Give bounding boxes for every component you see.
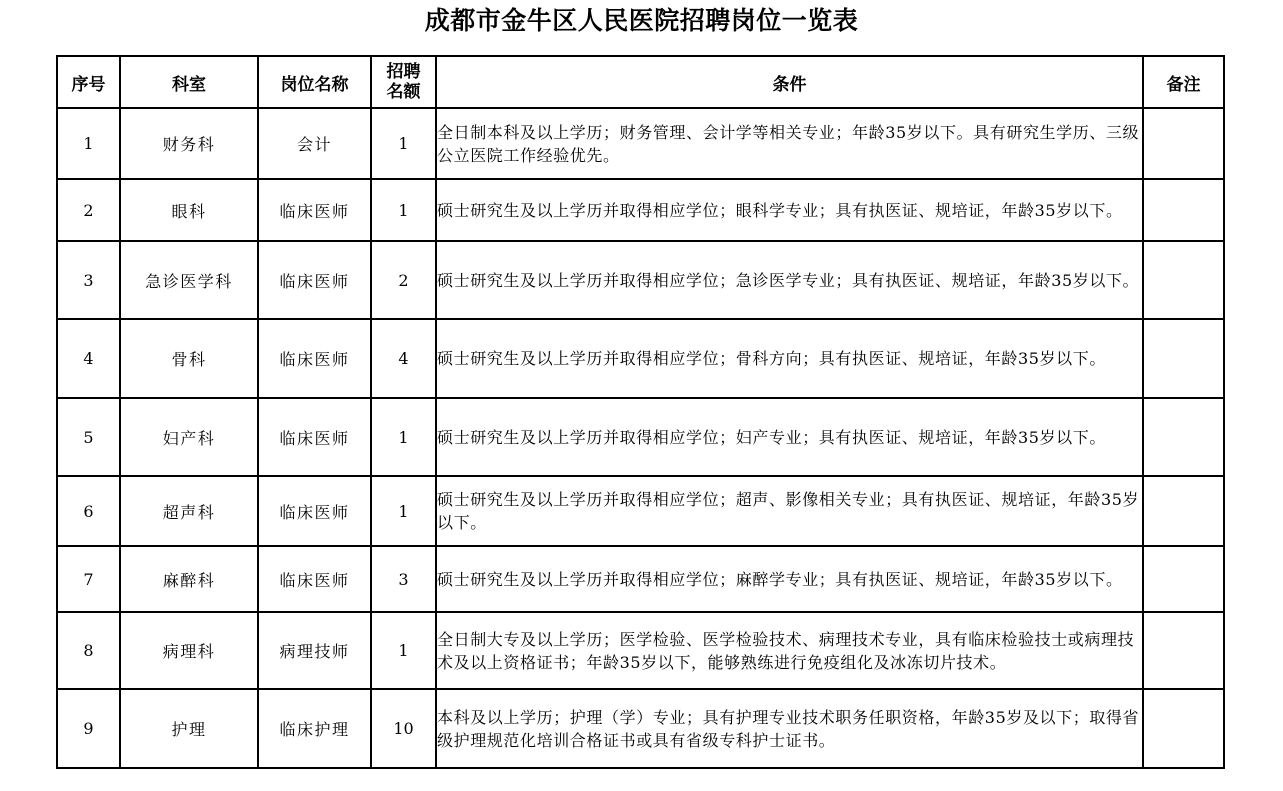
row-quota: 4 [371, 319, 436, 398]
row-index: 5 [57, 398, 120, 476]
header-conditions: 条件 [436, 56, 1143, 108]
table-row [57, 689, 1224, 768]
recruitment-table [56, 55, 1225, 769]
header-remarks: 备注 [1143, 56, 1224, 108]
table-row [57, 319, 1224, 398]
row-position: 临床医师 [258, 319, 371, 398]
row-quota: 1 [371, 179, 436, 241]
row-remarks [1143, 476, 1224, 546]
row-remarks [1143, 179, 1224, 241]
row-position: 临床医师 [258, 476, 371, 546]
row-index: 8 [57, 612, 120, 689]
row-position: 临床医师 [258, 179, 371, 241]
row-index: 6 [57, 476, 120, 546]
row-position: 临床医师 [258, 546, 371, 612]
row-department: 眼科 [120, 179, 258, 241]
row-quota: 1 [371, 612, 436, 689]
row-conditions: 全日制大专及以上学历；医学检验、医学检验技术、病理技术专业，具有临床检验技士或病理技术及以上资格证书；年龄35岁以下，能够熟练进行免疫组化及冰冻切片技术。 [436, 612, 1143, 689]
row-quota: 10 [371, 689, 436, 768]
row-conditions: 硕士研究生及以上学历并取得相应学位；急诊医学专业；具有执医证、规培证，年龄35岁以下。 [436, 241, 1143, 319]
table-row [57, 612, 1224, 689]
row-position: 临床医师 [258, 241, 371, 319]
page-title: 成都市金牛区人民医院招聘岗位一览表 [424, 6, 859, 35]
row-index: 1 [57, 108, 120, 179]
row-index: 2 [57, 179, 120, 241]
row-remarks [1143, 546, 1224, 612]
table-header-row [57, 56, 1224, 108]
row-conditions: 硕士研究生及以上学历并取得相应学位；麻醉学专业；具有执医证、规培证，年龄35岁以下。 [436, 546, 1143, 612]
row-quota: 1 [371, 476, 436, 546]
row-department: 护理 [120, 689, 258, 768]
header-quota [371, 56, 436, 108]
table-row [57, 398, 1224, 476]
row-quota: 3 [371, 546, 436, 612]
row-conditions: 硕士研究生及以上学历并取得相应学位；骨科方向；具有执医证、规培证，年龄35岁以下。 [436, 319, 1143, 398]
header-index: 序号 [57, 56, 120, 108]
row-department: 病理科 [120, 612, 258, 689]
row-department: 财务科 [120, 108, 258, 179]
row-remarks [1143, 398, 1224, 476]
row-quota: 1 [371, 108, 436, 179]
row-department: 急诊医学科 [120, 241, 258, 319]
row-department: 妇产科 [120, 398, 258, 476]
header-quota-line2: 名额 [386, 82, 421, 102]
row-remarks [1143, 241, 1224, 319]
table-row [57, 179, 1224, 241]
row-index: 9 [57, 689, 120, 768]
row-quota: 2 [371, 241, 436, 319]
table-row [57, 546, 1224, 612]
row-position: 临床护理 [258, 689, 371, 768]
row-conditions: 硕士研究生及以上学历并取得相应学位；妇产专业；具有执医证、规培证，年龄35岁以下。 [436, 398, 1143, 476]
row-position: 病理技师 [258, 612, 371, 689]
row-department: 麻醉科 [120, 546, 258, 612]
header-quota-line1: 招聘 [386, 62, 421, 82]
header-department: 科室 [120, 56, 258, 108]
row-index: 4 [57, 319, 120, 398]
row-index: 3 [57, 241, 120, 319]
row-conditions: 硕士研究生及以上学历并取得相应学位；超声、影像相关专业；具有执医证、规培证，年龄35岁以下。 [436, 476, 1143, 546]
row-conditions: 本科及以上学历；护理（学）专业；具有护理专业技术职务任职资格，年龄35岁及以下；取得省级护理规范化培训合格证书或具有省级专科护士证书。 [436, 689, 1143, 768]
row-department: 骨科 [120, 319, 258, 398]
row-position: 临床医师 [258, 398, 371, 476]
row-remarks [1143, 689, 1224, 768]
row-conditions: 全日制本科及以上学历；财务管理、会计学等相关专业；年龄35岁以下。具有研究生学历、三级公立医院工作经验优先。 [436, 108, 1143, 179]
row-remarks [1143, 319, 1224, 398]
row-position: 会计 [258, 108, 371, 179]
table-row [57, 476, 1224, 546]
table-row [57, 108, 1224, 179]
row-department: 超声科 [120, 476, 258, 546]
header-position: 岗位名称 [258, 56, 371, 108]
row-conditions: 硕士研究生及以上学历并取得相应学位；眼科学专业；具有执医证、规培证，年龄35岁以下。 [436, 179, 1143, 241]
table-row [57, 241, 1224, 319]
row-remarks [1143, 108, 1224, 179]
row-index: 7 [57, 546, 120, 612]
row-remarks [1143, 612, 1224, 689]
row-quota: 1 [371, 398, 436, 476]
